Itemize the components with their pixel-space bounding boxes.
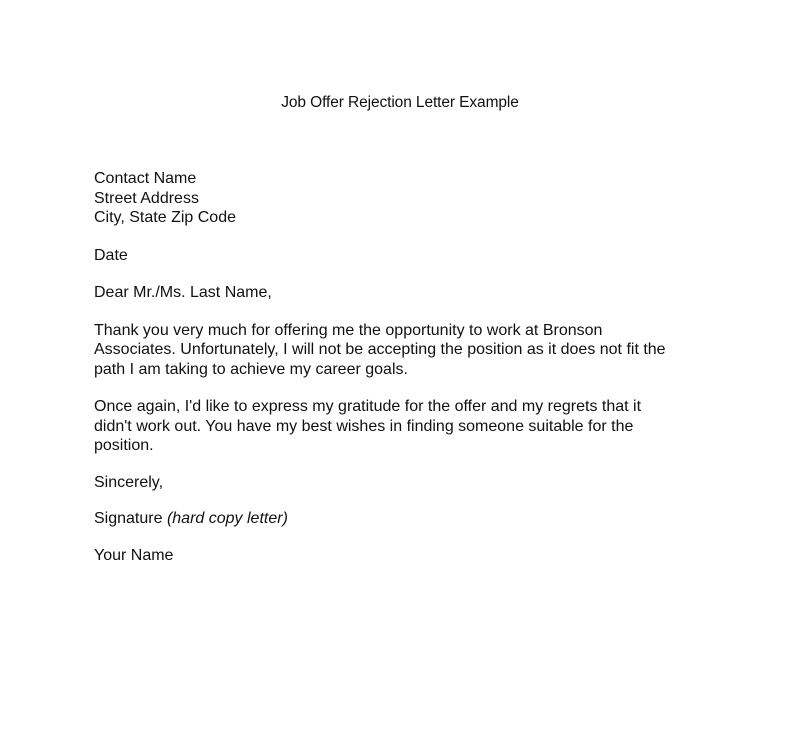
letter-body	[94, 169, 714, 565]
paragraph-2-line: Once again, I'd like to express my gratitude for the offer and my regrets that it	[94, 398, 642, 415]
signature	[94, 509, 714, 529]
closing	[94, 473, 714, 493]
paragraph-1-line: Thank you very much for offering me the opportunity to work at Bronson	[94, 321, 603, 339]
date-text: Date	[94, 246, 128, 264]
paragraph-1-line: path I am taking to achieve my career goals.	[94, 360, 408, 378]
document-title: Job Offer Rejection Letter Example	[281, 94, 519, 111]
paragraph-1	[94, 321, 714, 380]
signature-note: (hard copy letter)	[166, 510, 288, 527]
city-state-zip: City, State Zip Code	[94, 209, 236, 226]
contact-name: Contact Name	[94, 170, 197, 187]
signature-label: Signature	[94, 510, 163, 527]
sender-name	[94, 546, 714, 566]
salutation-text: Dear Mr./Ms. Last Name,	[94, 284, 272, 301]
closing-text: Sincerely,	[94, 473, 164, 491]
salutation	[94, 283, 714, 303]
signature-line	[94, 509, 714, 529]
letter-date	[94, 246, 714, 266]
street-address: Street Address	[94, 189, 199, 207]
paragraph-2	[94, 397, 714, 456]
paragraph-2-line: didn't work out. You have my best wishes in finding someone suitable for the	[94, 417, 634, 435]
recipient-address	[94, 169, 714, 228]
sender-name-text: Your Name	[94, 546, 174, 564]
paragraph-1-line: Associates. Unfortunately, I will not be accepting the position as it does not fit the	[94, 341, 666, 358]
paragraph-2-line: position.	[94, 437, 154, 454]
